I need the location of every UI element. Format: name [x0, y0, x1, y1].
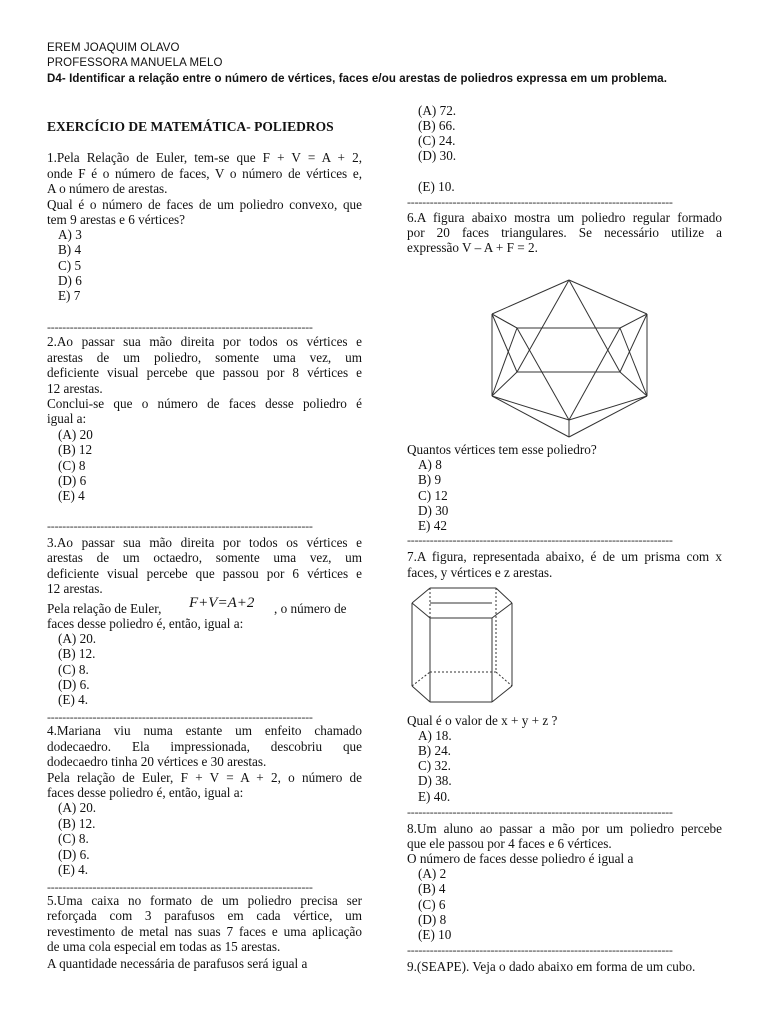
- q6-option-b: B) 9: [418, 472, 442, 487]
- q3-line: faces desse poliedro é, então, igual a:: [47, 616, 244, 631]
- q5-option-d: (D) 30.: [418, 148, 457, 163]
- q6-option-d: D) 30: [418, 503, 449, 518]
- q4-line: dodecaedro. Ela impressionada, descobriu que: [47, 739, 362, 754]
- q2-option-d: (D) 6: [58, 473, 87, 488]
- hexagonal-prism-figure: [408, 582, 518, 714]
- q6-option-c: C) 12: [418, 488, 448, 503]
- q4-option-e: (E) 4.: [58, 862, 89, 877]
- q3-line: 3.Ao passar sua mão direita por todos os vértices e: [47, 535, 362, 550]
- q8-option-d: (D) 8: [418, 912, 447, 927]
- q7-line: faces, y vértices e z arestas.: [407, 565, 553, 580]
- q6-line: expressão V – A + F = 2.: [407, 240, 538, 255]
- q1-line: tem 9 arestas e 6 vértices?: [47, 212, 186, 227]
- q3-option-d: (D) 6.: [58, 677, 90, 692]
- q3-euler-suffix: , o número de: [274, 601, 347, 616]
- q5-option-a: (A) 72.: [418, 103, 457, 118]
- q7-option-d: D) 38.: [418, 773, 452, 788]
- q6-line: 6.A figura abaixo mostra um poliedro regular formado: [407, 210, 722, 225]
- q8-option-a: (A) 2: [418, 866, 447, 881]
- q1-option-b: B) 4: [58, 242, 82, 257]
- q4-line: Pela relação de Euler, F + V = A + 2, o número de: [47, 770, 362, 785]
- q8-line: O número de faces desse poliedro é igual a: [407, 851, 634, 866]
- q1-line: Qual é o número de faces de um poliedro convexo, que: [47, 197, 362, 212]
- q3-option-a: (A) 20.: [58, 631, 97, 646]
- q1-option-e: E) 7: [58, 288, 81, 303]
- separator: ----------------------------------------------------------------------: [407, 944, 673, 956]
- descriptor: D4- Identificar a relação entre o número de vértices, faces e/ou arestas de poliedros expressa em um problema.: [47, 73, 668, 85]
- icosahedron-figure: [480, 272, 660, 444]
- q6-line: por 20 faces triangulares. Se necessário utilize a: [407, 225, 722, 240]
- separator: ----------------------------------------------------------------------: [407, 806, 673, 818]
- q7-option-b: B) 24.: [418, 743, 451, 758]
- q4-line: faces desse poliedro é, então, igual a:: [47, 785, 244, 800]
- q1-option-c: C) 5: [58, 258, 82, 273]
- separator: ----------------------------------------------------------------------: [47, 881, 313, 893]
- q1-line: onde F é o número de faces, V o número de vértices e,: [47, 166, 362, 181]
- q8-option-c: (C) 6: [418, 897, 446, 912]
- separator: ----------------------------------------------------------------------: [47, 711, 313, 723]
- q1-option-a: A) 3: [58, 227, 82, 242]
- separator: ----------------------------------------------------------------------: [407, 196, 673, 208]
- q5-line: 5.Uma caixa no formato de um poliedro precisa ser: [47, 893, 362, 908]
- q2-line: Conclui-se que o número de faces desse poliedro é: [47, 396, 362, 411]
- q8-line: 8.Um aluno ao passar a mão por um poliedro percebe: [407, 821, 722, 836]
- q5-option-b: (B) 66.: [418, 118, 456, 133]
- q4-option-c: (C) 8.: [58, 831, 89, 846]
- q4-line: dodecaedro tinha 20 vértices e 30 arestas.: [47, 754, 267, 769]
- teacher-name: PROFESSORA MANUELA MELO: [47, 57, 223, 69]
- separator: ----------------------------------------------------------------------: [407, 534, 673, 546]
- q2-line: 12 arestas.: [47, 381, 103, 396]
- q2-option-c: (C) 8: [58, 458, 86, 473]
- q2-line: igual a:: [47, 411, 87, 426]
- q8-option-e: (E) 10: [418, 927, 452, 942]
- q5-line: reforçada com 3 parafusos em cada vértice, um: [47, 908, 362, 923]
- q7-option-e: E) 40.: [418, 789, 451, 804]
- q4-option-d: (D) 6.: [58, 847, 90, 862]
- q9-line: 9.(SEAPE). Veja o dado abaixo em forma de um cubo.: [407, 959, 696, 974]
- q7-question: Qual é o valor de x + y + z ?: [407, 713, 558, 728]
- q5-line: revestimento de metal nas suas 7 faces e uma aplicação: [47, 924, 362, 939]
- q7-line: 7.A figura, representada abaixo, é de um prisma com x: [407, 549, 722, 564]
- separator: ----------------------------------------------------------------------: [47, 321, 313, 333]
- q1-option-d: D) 6: [58, 273, 82, 288]
- q3-euler-prefix: Pela relação de Euler,: [47, 601, 162, 616]
- q7-option-a: A) 18.: [418, 728, 452, 743]
- q5-line: A quantidade necessária de parafusos será igual a: [47, 956, 308, 971]
- q4-line: 4.Mariana viu numa estante um enfeito chamado: [47, 723, 362, 738]
- q7-option-c: C) 32.: [418, 758, 451, 773]
- q2-option-a: (A) 20: [58, 427, 93, 442]
- q3-line: 12 arestas.: [47, 581, 103, 596]
- q1-line: A o número de arestas.: [47, 181, 168, 196]
- q6-option-a: A) 8: [418, 457, 442, 472]
- q8-option-b: (B) 4: [418, 881, 446, 896]
- q3-option-c: (C) 8.: [58, 662, 89, 677]
- q3-option-e: (E) 4.: [58, 692, 89, 707]
- euler-formula: F+V=A+2: [189, 595, 255, 611]
- q4-option-a: (A) 20.: [58, 800, 97, 815]
- separator: ----------------------------------------------------------------------: [47, 520, 313, 532]
- q1-line: 1.Pela Relação de Euler, tem-se que F + V = A + 2,: [47, 150, 362, 165]
- q2-line: 2.Ao passar sua mão direita por todos os vértices e: [47, 334, 362, 349]
- school-name: EREM JOAQUIM OLAVO: [47, 42, 180, 54]
- page-title: EXERCÍCIO DE MATEMÁTICA- POLIEDROS: [47, 119, 334, 134]
- q2-line: deficiente visual percebe que passou por 8 vértices e: [47, 365, 362, 380]
- q2-option-e: (E) 4: [58, 488, 85, 503]
- q2-line: arestas de um poliedro, somente uma vez, um: [47, 350, 362, 365]
- q5-option-c: (C) 24.: [418, 133, 456, 148]
- q3-line: arestas de um octaedro, somente uma vez, um: [47, 550, 362, 565]
- q2-option-b: (B) 12: [58, 442, 93, 457]
- q5-line: de uma cola especial em todas as 15 arestas.: [47, 939, 281, 954]
- q8-line: que ele passou por 4 faces e 6 vértices.: [407, 836, 612, 851]
- q6-question: Quantos vértices tem esse poliedro?: [407, 442, 597, 457]
- q3-line: deficiente visual percebe que passou por 6 vértices e: [47, 566, 362, 581]
- q5-option-e: (E) 10.: [418, 179, 455, 194]
- q6-option-e: E) 42: [418, 518, 447, 533]
- q3-option-b: (B) 12.: [58, 646, 96, 661]
- q4-option-b: (B) 12.: [58, 816, 96, 831]
